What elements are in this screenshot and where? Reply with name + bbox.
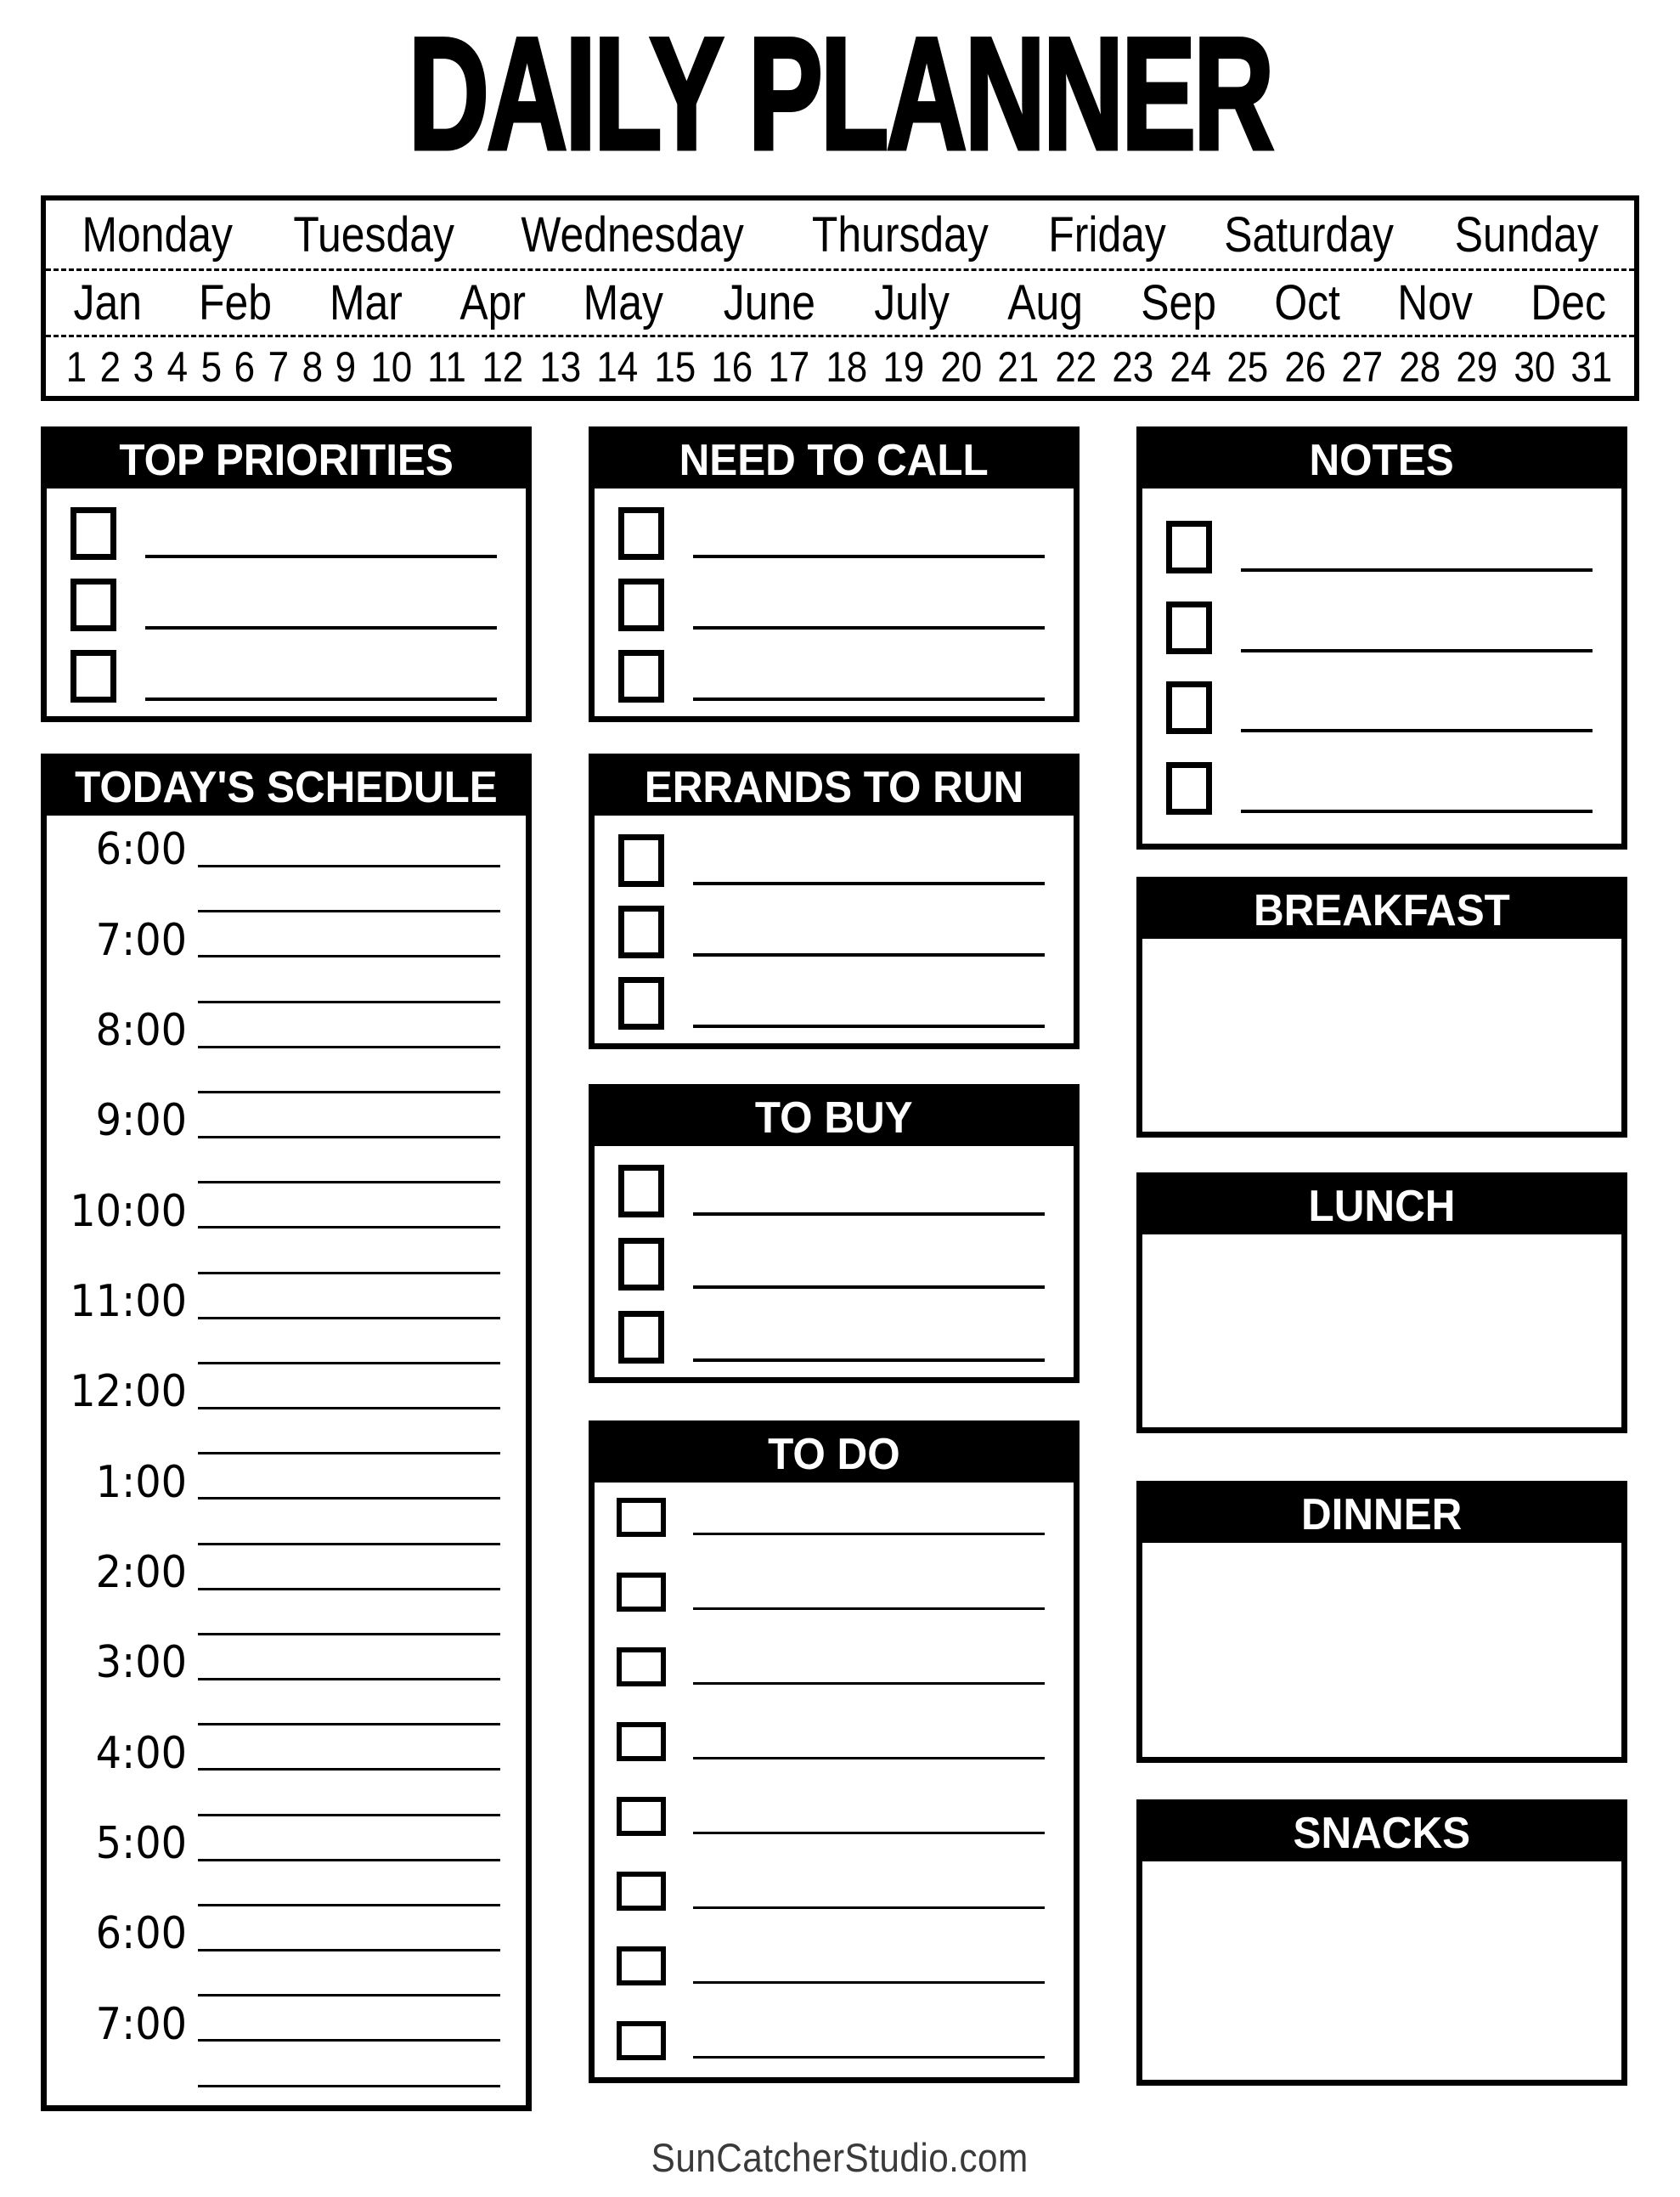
column-middle: [589, 426, 1080, 2111]
schedule-write-line[interactable]: [198, 1455, 500, 1499]
checkbox[interactable]: [617, 1946, 666, 1985]
checklist-row: [618, 650, 1045, 703]
daily-planner-page: [0, 3, 1680, 2197]
checklist-row: [617, 1647, 1045, 1686]
breakfast-header: [1142, 883, 1621, 939]
calendar-day[interactable]: Saturday: [1224, 206, 1395, 263]
calendar-date[interactable]: 8: [302, 342, 323, 391]
calendar-date[interactable]: 29: [1456, 342, 1498, 391]
need-to-call-section: [589, 426, 1080, 722]
checkbox[interactable]: [618, 1165, 664, 1217]
column-right: [1136, 426, 1627, 2111]
calendar-month[interactable]: May: [583, 275, 664, 330]
to-buy-list: [595, 1146, 1074, 1377]
hour-label: 10:00: [70, 1185, 188, 1237]
schedule-hour-row: [55, 1095, 500, 1147]
schedule-half-hour-row: [55, 1594, 500, 1638]
checkbox[interactable]: [1166, 601, 1212, 654]
checklist-row: [1166, 601, 1593, 654]
schedule-write-line[interactable]: [198, 1952, 500, 1997]
calendar-months-row: [46, 268, 1634, 335]
schedule-half-hour-row: [55, 1775, 500, 1819]
schedule-hour-row: [55, 824, 500, 876]
calendar-date[interactable]: 15: [653, 342, 696, 391]
dinner-header: [1142, 1487, 1621, 1543]
schedule-hour-row: [55, 914, 500, 966]
to-do-list: [595, 1483, 1074, 2077]
schedule-hour-row: [55, 1546, 500, 1598]
schedule-write-line[interactable]: [198, 1817, 500, 1861]
checkbox[interactable]: [618, 906, 664, 958]
calendar-date[interactable]: 16: [711, 342, 753, 391]
checklist-row: [618, 906, 1045, 958]
calendar-month[interactable]: Oct: [1273, 275, 1340, 330]
write-line[interactable]: [1241, 519, 1593, 572]
schedule-write-line[interactable]: [198, 1049, 500, 1093]
checkbox[interactable]: [617, 1797, 666, 1836]
checklist-row: [617, 1946, 1045, 1985]
dinner-section: [1136, 1481, 1627, 1763]
write-line[interactable]: [693, 1646, 1045, 1685]
calendar-date[interactable]: 26: [1284, 342, 1326, 391]
write-line[interactable]: [145, 505, 497, 558]
breakfast-section: [1136, 877, 1627, 1138]
schedule-write-line[interactable]: [198, 1546, 500, 1590]
schedule-write-line[interactable]: [198, 1997, 500, 2042]
schedule-write-line[interactable]: [198, 1772, 500, 1816]
snacks-section: [1136, 1799, 1627, 2086]
checklist-row: [618, 977, 1045, 1030]
write-line[interactable]: [693, 577, 1045, 630]
need-to-call-list: [595, 489, 1074, 716]
errands-list: [595, 816, 1074, 1043]
calendar-date[interactable]: 9: [335, 342, 357, 391]
write-line[interactable]: [693, 648, 1045, 701]
checkbox[interactable]: [617, 1647, 666, 1686]
checklist-row: [617, 2021, 1045, 2060]
calendar-date[interactable]: 22: [1055, 342, 1097, 391]
footer-credit: [0, 2134, 1680, 2181]
schedule-write-line[interactable]: [198, 868, 500, 912]
schedule-half-hour-row: [55, 1865, 500, 1909]
checklist-row: [617, 1797, 1045, 1836]
top-priorities-list: [47, 489, 526, 716]
calendar-month[interactable]: Aug: [1007, 275, 1084, 330]
write-line[interactable]: [693, 904, 1045, 957]
write-line[interactable]: [145, 577, 497, 630]
calendar-day[interactable]: Friday: [1047, 206, 1166, 263]
checklist-row: [618, 1165, 1045, 1217]
checklist-row: [70, 507, 497, 560]
checkbox[interactable]: [618, 650, 664, 703]
calendar-month[interactable]: Sep: [1141, 275, 1217, 330]
checklist-row: [617, 1498, 1045, 1537]
checklist-row: [618, 834, 1045, 887]
top-priorities-section: [41, 426, 532, 722]
hour-label: 3:00: [95, 1637, 188, 1689]
need-to-call-header: [595, 432, 1074, 489]
schedule-hour-row: [55, 1275, 500, 1327]
schedule-hour-row: [55, 1366, 500, 1418]
schedule-write-line[interactable]: [198, 823, 500, 867]
need-to-call-title: NEED TO CALL: [679, 436, 989, 485]
checklist-row: [618, 507, 1045, 560]
snacks-note-area[interactable]: [1142, 1861, 1621, 2080]
checkbox[interactable]: [618, 1238, 664, 1291]
schedule-write-line[interactable]: [198, 1365, 500, 1409]
checklist-row: [1166, 681, 1593, 734]
breakfast-note-area[interactable]: [1142, 939, 1621, 1132]
schedule-hour-row: [55, 1185, 500, 1237]
calendar-date[interactable]: 1: [65, 342, 87, 391]
schedule-write-line[interactable]: [198, 1275, 500, 1319]
page-title-text: DAILY PLANNER: [408, 3, 1272, 183]
schedule-write-line[interactable]: [198, 1636, 500, 1680]
checklist-row: [617, 1722, 1045, 1761]
errands-section: [589, 754, 1080, 1049]
schedule-write-line[interactable]: [198, 1139, 500, 1183]
hour-label: 6:00: [95, 824, 188, 876]
top-priorities-title: TOP PRIORITIES: [119, 436, 454, 485]
schedule-half-hour-row: [55, 1052, 500, 1096]
calendar-date[interactable]: 20: [940, 342, 983, 391]
checkbox[interactable]: [1166, 681, 1212, 734]
calendar-month[interactable]: Mar: [330, 275, 403, 330]
write-line[interactable]: [693, 505, 1045, 558]
hour-label: 5:00: [95, 1817, 188, 1869]
lunch-title: LUNCH: [1308, 1182, 1456, 1231]
dinner-title: DINNER: [1301, 1490, 1463, 1539]
write-line[interactable]: [693, 2019, 1045, 2059]
schedule-write-line[interactable]: [198, 1184, 500, 1228]
dinner-note-area[interactable]: [1142, 1543, 1621, 1757]
schedule-write-line[interactable]: [198, 1004, 500, 1048]
write-line[interactable]: [1241, 760, 1593, 813]
schedule-write-line[interactable]: [198, 1726, 500, 1771]
hour-label: 8:00: [95, 1004, 188, 1056]
to-buy-title: TO BUY: [755, 1093, 913, 1143]
calendar-date[interactable]: 24: [1170, 342, 1212, 391]
hour-label: 4:00: [95, 1727, 188, 1779]
content-columns: [0, 426, 1680, 2111]
write-line[interactable]: [693, 975, 1045, 1028]
schedule-hour-row: [55, 1637, 500, 1689]
checkbox[interactable]: [617, 1872, 666, 1911]
checkbox[interactable]: [70, 579, 116, 631]
calendar-month[interactable]: Dec: [1530, 275, 1606, 330]
breakfast-title: BREAKFAST: [1254, 886, 1510, 935]
calendar-header: [41, 195, 1639, 401]
hour-label: 2:00: [95, 1546, 188, 1598]
checklist-row: [70, 650, 497, 703]
schedule-half-hour-row: [55, 1323, 500, 1367]
schedule-half-hour-row: [55, 1504, 500, 1548]
write-line[interactable]: [693, 833, 1045, 885]
schedule-write-line[interactable]: [198, 1681, 500, 1725]
schedule-title: TODAY'S SCHEDULE: [75, 763, 498, 812]
checklist-row: [1166, 521, 1593, 573]
calendar-date[interactable]: 11: [427, 342, 467, 391]
calendar-month[interactable]: June: [723, 275, 815, 330]
schedule-half-hour-row: [55, 2046, 500, 2090]
calendar-day[interactable]: Wednesday: [521, 206, 744, 263]
calendar-date[interactable]: 3: [132, 342, 155, 391]
checklist-row: [618, 1238, 1045, 1291]
to-buy-header: [595, 1090, 1074, 1146]
calendar-date[interactable]: 25: [1226, 342, 1269, 391]
schedule-section: [41, 754, 532, 2111]
to-do-section: [589, 1420, 1080, 2083]
write-line[interactable]: [693, 1236, 1045, 1289]
footer-credit-text: SunCatcherStudio.com: [651, 2135, 1029, 2180]
checkbox[interactable]: [70, 650, 116, 703]
schedule-half-hour-row: [55, 1142, 500, 1186]
calendar-date[interactable]: 31: [1570, 342, 1613, 391]
schedule-write-line[interactable]: [198, 1591, 500, 1635]
checkbox[interactable]: [618, 507, 664, 560]
snacks-title: SNACKS: [1293, 1809, 1471, 1858]
lunch-note-area[interactable]: [1142, 1234, 1621, 1427]
notes-title: NOTES: [1309, 436, 1455, 485]
calendar-date[interactable]: 2: [99, 342, 121, 391]
schedule-write-line[interactable]: [198, 1862, 500, 1906]
schedule-hour-row: [55, 1727, 500, 1779]
lunch-header: [1142, 1178, 1621, 1234]
calendar-day[interactable]: Monday: [82, 206, 233, 263]
schedule-write-line[interactable]: [198, 2043, 500, 2087]
checklist-row: [1166, 762, 1593, 815]
schedule-hour-row: [55, 1998, 500, 2050]
calendar-month[interactable]: Nov: [1396, 275, 1473, 330]
checklist-row: [618, 579, 1045, 631]
to-do-header: [595, 1426, 1074, 1483]
calendar-month[interactable]: Apr: [459, 275, 526, 330]
calendar-day[interactable]: Thursday: [811, 206, 989, 263]
checklist-row: [617, 1573, 1045, 1612]
checkbox[interactable]: [70, 507, 116, 560]
notes-header: [1142, 432, 1621, 489]
schedule-half-hour-row: [55, 1684, 500, 1728]
checkbox[interactable]: [618, 579, 664, 631]
schedule-header: [47, 760, 526, 816]
schedule-half-hour-row: [55, 1413, 500, 1457]
schedule-half-hour-row: [55, 1955, 500, 1999]
write-line[interactable]: [693, 1795, 1045, 1834]
hour-label: 11:00: [70, 1275, 188, 1327]
errands-title: ERRANDS TO RUN: [644, 763, 1024, 812]
schedule-half-hour-row: [55, 1233, 500, 1277]
checkbox[interactable]: [618, 834, 664, 887]
schedule-write-line[interactable]: [198, 913, 500, 957]
schedule-list: [47, 816, 526, 2105]
hour-label: 12:00: [70, 1366, 188, 1418]
calendar-date[interactable]: 7: [268, 342, 290, 391]
calendar-days-row: [46, 200, 1634, 268]
checkbox[interactable]: [618, 1311, 664, 1364]
schedule-hour-row: [55, 1908, 500, 1960]
hour-label: 6:00: [95, 1908, 188, 1960]
hour-label: 9:00: [95, 1095, 188, 1147]
calendar-date[interactable]: 14: [596, 342, 639, 391]
schedule-hour-row: [55, 1004, 500, 1056]
calendar-month[interactable]: July: [874, 275, 950, 330]
calendar-date[interactable]: 30: [1513, 342, 1555, 391]
calendar-date[interactable]: 4: [166, 342, 189, 391]
hour-label: 7:00: [95, 914, 188, 966]
schedule-write-line[interactable]: [198, 1230, 500, 1274]
schedule-write-line[interactable]: [198, 1410, 500, 1454]
calendar-date[interactable]: 13: [538, 342, 581, 391]
page-title: [0, 3, 1680, 183]
snacks-header: [1142, 1805, 1621, 1861]
checklist-row: [617, 1872, 1045, 1911]
checkbox[interactable]: [617, 1498, 666, 1537]
schedule-half-hour-row: [55, 962, 500, 1006]
checkbox[interactable]: [617, 1573, 666, 1612]
errands-header: [595, 760, 1074, 816]
write-line[interactable]: [693, 1945, 1045, 1984]
write-line[interactable]: [1241, 600, 1593, 652]
calendar-date[interactable]: 21: [997, 342, 1040, 391]
calendar-date[interactable]: 23: [1112, 342, 1154, 391]
schedule-write-line[interactable]: [198, 1501, 500, 1545]
calendar-date[interactable]: 10: [370, 342, 413, 391]
write-line[interactable]: [693, 1870, 1045, 1909]
write-line[interactable]: [1241, 680, 1593, 732]
to-buy-section: [589, 1084, 1080, 1383]
calendar-dates-row: [46, 335, 1634, 396]
schedule-write-line[interactable]: [198, 959, 500, 1003]
schedule-hour-row: [55, 1817, 500, 1869]
schedule-write-line[interactable]: [198, 1094, 500, 1138]
notes-list: [1142, 489, 1621, 844]
calendar-date[interactable]: 5: [200, 342, 222, 391]
calendar-month[interactable]: Jan: [73, 275, 142, 330]
column-left: [41, 426, 532, 2111]
schedule-write-line[interactable]: [198, 1907, 500, 1951]
write-line[interactable]: [693, 1163, 1045, 1216]
calendar-date[interactable]: 19: [882, 342, 925, 391]
hour-label: 1:00: [95, 1456, 188, 1508]
to-do-title: TO DO: [768, 1430, 900, 1479]
checkbox[interactable]: [618, 977, 664, 1030]
hour-label: 7:00: [95, 1998, 188, 2050]
lunch-section: [1136, 1172, 1627, 1433]
checklist-row: [618, 1311, 1045, 1364]
write-line[interactable]: [145, 648, 497, 701]
write-line[interactable]: [693, 1571, 1045, 1610]
schedule-half-hour-row: [55, 871, 500, 915]
notes-section: [1136, 426, 1627, 850]
schedule-hour-row: [55, 1456, 500, 1508]
checkbox[interactable]: [1166, 521, 1212, 573]
checkbox[interactable]: [617, 2021, 666, 2060]
top-priorities-header: [47, 432, 526, 489]
calendar-date[interactable]: 28: [1398, 342, 1440, 391]
checkbox[interactable]: [1166, 762, 1212, 815]
calendar-date[interactable]: 27: [1341, 342, 1384, 391]
write-line[interactable]: [693, 1309, 1045, 1362]
calendar-date[interactable]: 17: [768, 342, 810, 391]
calendar-day[interactable]: Sunday: [1454, 206, 1599, 263]
checklist-row: [70, 579, 497, 631]
calendar-date[interactable]: 12: [482, 342, 524, 391]
write-line[interactable]: [693, 1496, 1045, 1535]
schedule-write-line[interactable]: [198, 1320, 500, 1364]
write-line[interactable]: [693, 1720, 1045, 1759]
calendar-day[interactable]: Tuesday: [293, 206, 454, 263]
calendar-date[interactable]: 18: [826, 342, 868, 391]
calendar-date[interactable]: 6: [234, 342, 256, 391]
checkbox[interactable]: [617, 1722, 666, 1761]
calendar-month[interactable]: Feb: [199, 275, 273, 330]
